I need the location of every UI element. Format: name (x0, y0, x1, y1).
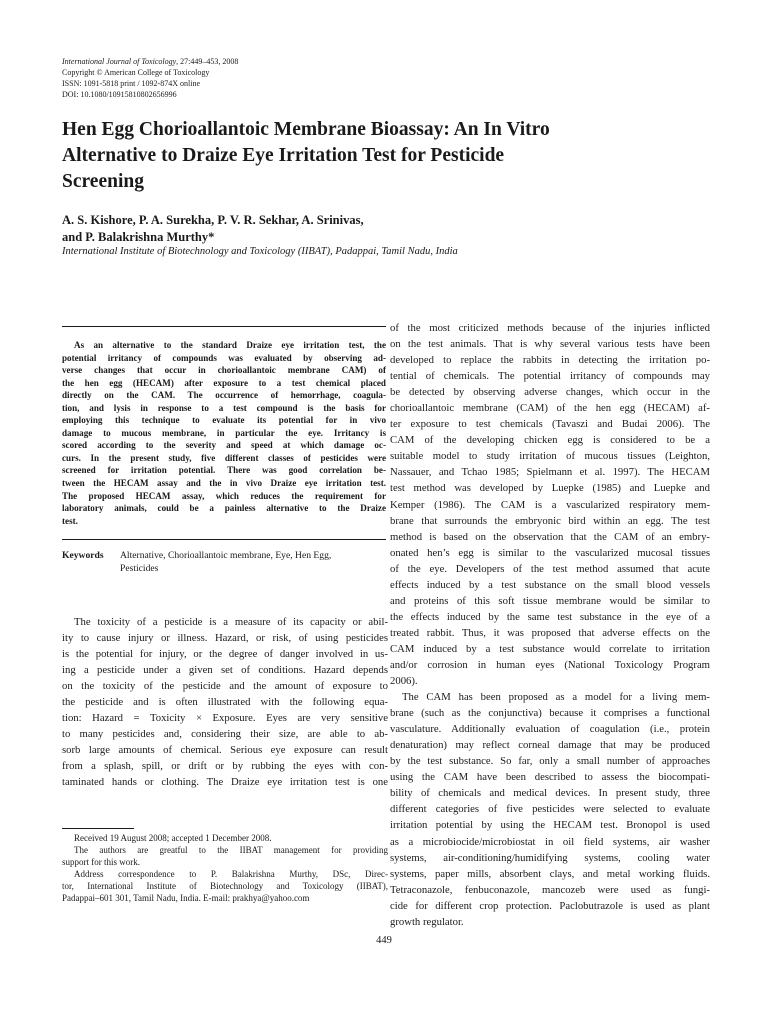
issn-line: ISSN: 1091-5818 print / 1092-874X online (62, 79, 200, 88)
body-line: is the potential for injury, or the degree of danger involved in us- (62, 648, 388, 661)
body-line: the effects induced by the same test substance in the eye of a (390, 610, 710, 623)
keywords-label: Keywords (62, 550, 104, 561)
body-line: CAM induced by a test substance would correlate to irritation (390, 642, 710, 655)
footnote-line: Padappai–601 301, Tamil Nadu, India. E-mail: prakhya@yahoo.com (62, 893, 310, 903)
body-line: denaturation) may reflect corneal damage that may be produced (390, 739, 710, 752)
body-line: developed to replace the rabbits in detecting the irritation po- (390, 354, 710, 367)
abstract-line: curs. In the present study, five different classes of pesticides were (62, 452, 386, 463)
body-line: CAM of the developing chicken egg is considered to be a (390, 434, 710, 447)
body-line: from a splash, spill, or drift or by rubbing the eyes with con- (62, 760, 388, 773)
body-line: on the test animals. That is why several various tests have been (390, 338, 710, 351)
author-list (62, 212, 702, 246)
title-line: Hen Egg Chorioallantoic Membrane Bioassay: An In Vitro (62, 119, 550, 140)
body-line: by the test substance. So far, only a small number of approaches (390, 755, 710, 768)
abstract-top-rule (62, 326, 386, 327)
footnote-line: support for this work. (62, 857, 140, 867)
footnote-line: Received 19 August 2008; accepted 1 December 2008. (74, 833, 272, 843)
body-line: test method was developed by Luepke (1985) and Luepke and (390, 482, 710, 495)
title-line: Screening (62, 171, 144, 192)
body-line: suitable model to study irritation of mucous tissues (Leighton, (390, 450, 710, 463)
footnotes (62, 832, 388, 904)
body-line: of the eye. Developers of the test method assumed that acute (390, 562, 710, 575)
body-line: taminated hands or clothing. The Draize eye irritation test is one (62, 776, 388, 789)
page-number: 449 (376, 935, 392, 946)
body-line: on the toxicity of the pesticide and the amount of exposure to (62, 680, 388, 693)
footnote-rule (62, 828, 134, 829)
author-line: A. S. Kishore, P. A. Surekha, P. V. R. Sekhar, A. Srinivas, (62, 213, 364, 227)
body-line: and proteins of this soft tissue membrane would be similar to (390, 594, 710, 607)
body-line: be detected by observing adverse changes, which occur in the (390, 386, 710, 399)
body-line: using the CAM have been described to assess the biocompati- (390, 771, 710, 784)
body-line: different categories of five pesticides were selected to evaluate (390, 803, 710, 816)
body-line: the pesticide and is often illustrated with the following equa- (62, 696, 388, 709)
body-line: systems, paper mills, absorbent clays, and metal working fluids. (390, 867, 710, 880)
footnote-line: tor, International Institute of Biotechnology and Toxicology (IIBAT), (62, 881, 388, 891)
body-line: effects induced by a test substance on the small blood vessels (390, 578, 710, 591)
body-line: treated rabbit. Thus, it was proposed that adverse effects on the (390, 626, 710, 639)
abstract-line: employing this technique to evaluate its potential for in vivo (62, 415, 386, 426)
body-line: irritation potential by using the HECAM test. Bronopol is used (390, 819, 710, 832)
left-column-body (62, 614, 388, 791)
body-line: Kemper (1986). The CAM is a vascularized respiratory mem- (390, 498, 710, 511)
body-line: onated hen’s egg is similar to the vascularized mucosal tissues (390, 546, 710, 559)
body-line: and/or corrosion in human eyes (National Toxicology Program (390, 658, 710, 671)
body-line: ter exposure to test chemicals (Tavaszi and Budai 2006). The (390, 418, 710, 431)
journal-citation-line (62, 56, 392, 67)
body-line: ing a pesticide under a given set of conditions. Hazard depends (62, 664, 388, 677)
footnote-line: Address correspondence to P. Balakrishna Murthy, DSc, Direc- (74, 869, 388, 879)
body-line: cide for different crop protection. Paclobutrazole is used as plant (390, 899, 710, 912)
body-line: The toxicity of a pesticide is a measure of its capacity or abil- (74, 616, 388, 628)
abstract-line: test. (62, 515, 78, 526)
right-column-body (390, 320, 710, 930)
body-line: method is based on the observation that the CAM of an embry- (390, 530, 710, 543)
author-line: and P. Balakrishna Murthy* (62, 230, 215, 244)
abstract-line: As an alternative to the standard Draize eye irritation test, the (74, 340, 386, 350)
doi-line: DOI: 10.1080/10915810802656996 (62, 90, 177, 99)
abstract-line: tween the HECAM assay and the in vivo Draize eye irritation test. (62, 478, 386, 489)
affiliation: International Institute of Biotechnology and Toxicology (IIBAT), Padappai, Tamil Nadu, India (62, 246, 458, 257)
body-line: brane (such as the conjunctiva) because it comprises a functional (390, 707, 710, 720)
abstract-line: laboratory animals, could be a painless alternative to the Draize (62, 503, 386, 514)
keywords-top-rule (62, 539, 386, 540)
journal-header (62, 56, 392, 100)
body-line: The CAM has been proposed as a model for a living mem- (402, 691, 710, 704)
abstract-line: The proposed HECAM assay, which reduces the requirement for (62, 490, 386, 501)
body-line: to many pesticides and, considering their size, are able to ab- (62, 728, 388, 741)
body-line: Tetraconazole, fenbuconazole, mancozeb were used as fungi- (390, 883, 710, 896)
body-line: bility of chemicals and medical devices. In present study, three (390, 787, 710, 800)
abstract-line: tion, and lysis in response to a test compound is the basis for (62, 402, 386, 413)
body-line: tential of chemicals. The potential irritancy of compounds may (390, 370, 710, 383)
body-line: growth regulator. (390, 915, 464, 928)
body-line: ity to cause injury or illness. Hazard, or risk, of using pesticides (62, 632, 388, 645)
title-line: Alternative to Draize Eye Irritation Test for Pesticide (62, 145, 505, 166)
abstract-line: scored according to the severity and speed at which damage oc- (62, 440, 386, 451)
abstract-line: verse changes that occur in chorioallantoic membrane CAM) of (62, 365, 386, 376)
body-line: systems, air-conditioning/humidifying systems, cooling water (390, 851, 710, 864)
body-line: tion: Hazard = Toxicity × Exposure. Eyes are very sensitive (62, 712, 388, 725)
body-line: chorioallantoic membrane (CAM) of the hen egg (HECAM) af- (390, 402, 710, 415)
copyright-line: Copyright © American College of Toxicology (62, 68, 210, 77)
journal-citation: , 27:449–453, 2008 (176, 57, 239, 66)
body-line: Nassauer, and Tchao 1985; Spielmann et al. 1997). The HECAM (390, 466, 710, 479)
keywords-list (120, 549, 386, 575)
abstract-line: potential irritancy of compounds was evaluated by observing ad- (62, 352, 386, 363)
body-line: as a microbiocide/microbiostat in oil field systems, air washer (390, 835, 710, 848)
footnote-line: The authors are greatful to the IIBAT management for providing (74, 845, 388, 855)
keywords-line: Pesticides (120, 563, 159, 574)
journal-name: International Journal of Toxicology (62, 57, 177, 66)
body-line: of the most criticized methods because of the injuries inflicted (390, 322, 710, 334)
abstract-line: directly on the CAM. The occurrence of hemorrhage, coagula- (62, 390, 386, 401)
abstract-line: screened for irritation potential. There was good correlation be- (62, 465, 386, 476)
body-line: vasculature. Additionally evaluation of coagulation (i.e., protein (390, 723, 710, 736)
keywords-line: Alternative, Chorioallantoic membrane, Eye, Hen Egg, (120, 550, 332, 561)
body-line: brane that surrounds the embryonic bird within an egg. The test (390, 514, 710, 527)
article-title (62, 117, 722, 195)
abstract (62, 339, 386, 527)
body-line: sorb large amounts of chemical. Serious eye exposure can result (62, 744, 388, 757)
abstract-line: the hen egg (HECAM) after exposure to a test chemical placed (62, 377, 386, 388)
abstract-line: damage to mucous membrane, in particular the eye. Irritancy is (62, 427, 386, 438)
body-line: 2006). (390, 675, 418, 688)
